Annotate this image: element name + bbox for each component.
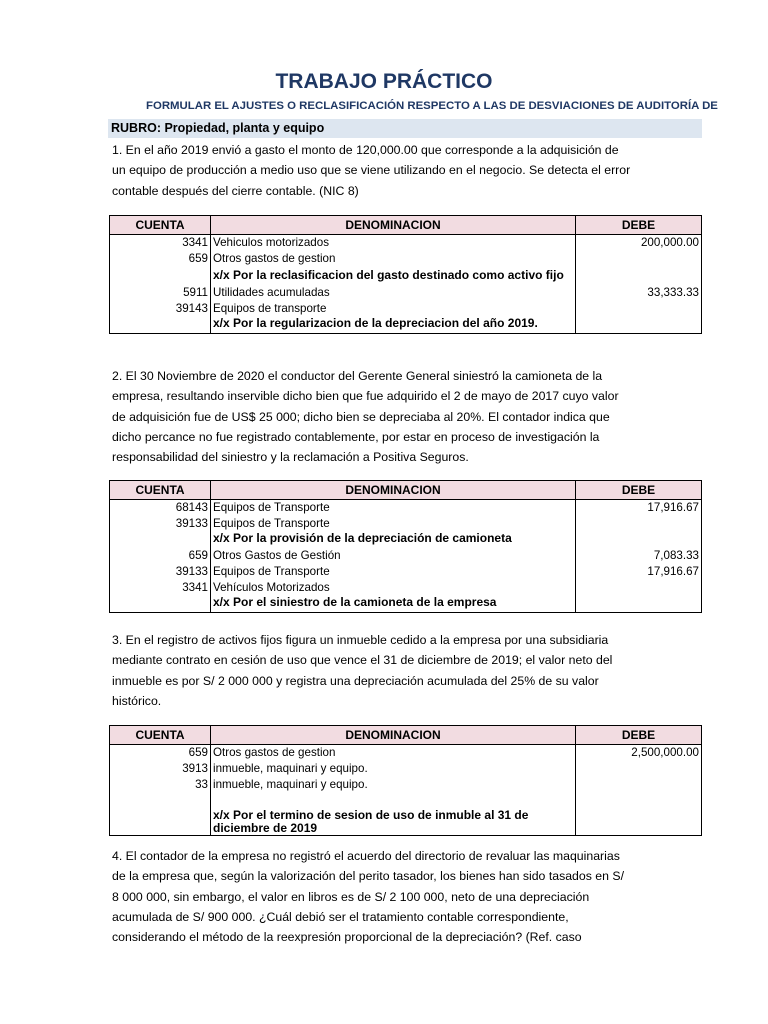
debe-cell <box>576 516 702 532</box>
debe-cell: 200,000.00 <box>576 235 702 252</box>
debe-cell <box>576 267 702 285</box>
debe-cell <box>576 317 702 334</box>
cuenta-cell <box>110 596 211 613</box>
table-row <box>110 235 702 252</box>
journal-table-2 <box>109 480 702 613</box>
table-row <box>110 596 702 613</box>
table-row <box>110 564 702 580</box>
table-row <box>110 809 702 836</box>
cuenta-cell: 3341 <box>110 235 211 252</box>
denominacion-cell <box>211 793 576 809</box>
entry-note: x/x Por el termino de sesion de uso de inmuble al 31 de diciembre de 2019 <box>211 809 576 836</box>
debe-cell <box>576 809 702 836</box>
question-4: 4. El contador de la empresa no registró el acuerdo del directorio de revaluar las maquinarias de la empresa que, según la valorización del perito tasador, los bienes han sido tasados en S/ 8 000 000, sin embargo, el valor en libros es de S/ 2 100 000, neto de una depreciación acumulada de S/ 900 000. ¿Cuál debió ser el tratamiento contable correspondiente, considerando el método de la reexpresión proporcional de la depreciación? (Ref. caso <box>112 849 625 945</box>
debe-cell <box>576 301 702 317</box>
denominacion-cell: inmueble, maquinari y equipo. <box>211 761 576 777</box>
table-row <box>110 532 702 548</box>
header-cuenta: CUENTA <box>110 726 211 745</box>
header-cuenta: CUENTA <box>110 481 211 500</box>
table-row <box>110 793 702 809</box>
cuenta-cell: 3913 <box>110 761 211 777</box>
debe-cell: 7,083.33 <box>576 548 702 564</box>
cuenta-cell: 68143 <box>110 500 211 517</box>
cuenta-cell <box>110 793 211 809</box>
denominacion-cell: inmueble, maquinari y equipo. <box>211 777 576 793</box>
page-subtitle: FORMULAR EL AJUSTES O RECLASIFICACIÓN RESPECTO A LAS DE DESVIACIONES DE AUDITORÍA DE <box>146 100 718 112</box>
header-denominacion: DENOMINACION <box>211 726 576 745</box>
debe-cell <box>576 761 702 777</box>
cuenta-cell: 39143 <box>110 301 211 317</box>
entry-note: x/x Por la provisión de la depreciación de camioneta <box>211 532 576 548</box>
table-row <box>110 761 702 777</box>
debe-cell <box>576 793 702 809</box>
denominacion-cell: Otros gastos de gestion <box>211 251 576 267</box>
table-row <box>110 516 702 532</box>
table-row <box>110 267 702 285</box>
rubro-heading: RUBRO: Propiedad, planta y equipo <box>108 119 702 138</box>
cuenta-cell: 659 <box>110 745 211 762</box>
header-debe: DEBE <box>576 216 702 235</box>
table-row <box>110 285 702 301</box>
question-1: 1. En el año 2019 envió a gasto el monto de 120,000.00 que corresponde a la adquisición de un equipo de producción a medio uso que se viene utilizando en el negocio. Se detecta el error contable después del cierre contable. (NIC 8) <box>112 143 631 198</box>
cuenta-cell <box>110 317 211 334</box>
question-2: 2. El 30 Noviembre de 2020 el conductor del Gerente General siniestró la camioneta de la empresa, resultando inservible dicho bien que fue adquirido el 2 de mayo de 2017 cuyo valor de adquisición fue de US$ 25 000; dicho bien se depreciaba al 20%. El contador indica que dicho percance no fue registrado contablemente, por estar en proceso de investigación la responsabilidad del siniestro y la reclamación a Positiva Seguros. <box>112 369 619 465</box>
cuenta-cell: 659 <box>110 548 211 564</box>
table-row <box>110 317 702 334</box>
cuenta-cell <box>110 532 211 548</box>
table-row <box>110 777 702 793</box>
debe-cell: 17,916.67 <box>576 564 702 580</box>
denominacion-cell: Otros gastos de gestion <box>211 745 576 762</box>
cuenta-cell <box>110 809 211 836</box>
table-row <box>110 745 702 762</box>
debe-cell <box>576 596 702 613</box>
header-debe: DEBE <box>576 726 702 745</box>
table-row <box>110 301 702 317</box>
cuenta-cell: 39133 <box>110 564 211 580</box>
table-row <box>110 251 702 267</box>
header-denominacion: DENOMINACION <box>211 481 576 500</box>
entry-note: x/x Por la reclasificacion del gasto destinado como activo fijo <box>211 267 576 285</box>
journal-table-1 <box>109 215 702 334</box>
cuenta-cell: 659 <box>110 251 211 267</box>
cuenta-cell: 33 <box>110 777 211 793</box>
denominacion-cell: Vehiculos motorizados <box>211 235 576 252</box>
debe-cell <box>576 777 702 793</box>
page-title: TRABAJO PRÁCTICO <box>275 70 493 93</box>
cuenta-cell <box>110 267 211 285</box>
denominacion-cell: Otros Gastos de Gestión <box>211 548 576 564</box>
header-denominacion: DENOMINACION <box>211 216 576 235</box>
debe-cell: 33,333.33 <box>576 285 702 301</box>
table-row <box>110 548 702 564</box>
denominacion-cell: Utilidades acumuladas <box>211 285 576 301</box>
debe-cell <box>576 580 702 596</box>
question-3: 3. En el registro de activos fijos figura un inmueble cedido a la empresa por una subsidiaria mediante contrato en cesión de uso que vence el 31 de diciembre de 2019; el valor neto del inmueble es por S/ 2 000 000 y registra una depreciación acumulada del 25% de su valor histórico. <box>112 633 613 708</box>
cuenta-cell: 5911 <box>110 285 211 301</box>
denominacion-cell: Equipos de Transporte <box>211 516 576 532</box>
journal-table-3 <box>109 725 702 836</box>
entry-note: x/x Por el siniestro de la camioneta de la empresa <box>211 596 576 613</box>
header-cuenta: CUENTA <box>110 216 211 235</box>
cuenta-cell: 39133 <box>110 516 211 532</box>
denominacion-cell: Equipos de transporte <box>211 301 576 317</box>
table-row <box>110 580 702 596</box>
header-debe: DEBE <box>576 481 702 500</box>
debe-cell: 2,500,000.00 <box>576 745 702 762</box>
denominacion-cell: Equipos de Transporte <box>211 564 576 580</box>
table-row <box>110 500 702 517</box>
denominacion-cell: Equipos de Transporte <box>211 500 576 517</box>
denominacion-cell: Vehículos Motorizados <box>211 580 576 596</box>
cuenta-cell: 3341 <box>110 580 211 596</box>
debe-cell: 17,916.67 <box>576 500 702 517</box>
debe-cell <box>576 251 702 267</box>
entry-note: x/x Por la regularizacion de la depreciacion del año 2019. <box>211 317 576 334</box>
debe-cell <box>576 532 702 548</box>
